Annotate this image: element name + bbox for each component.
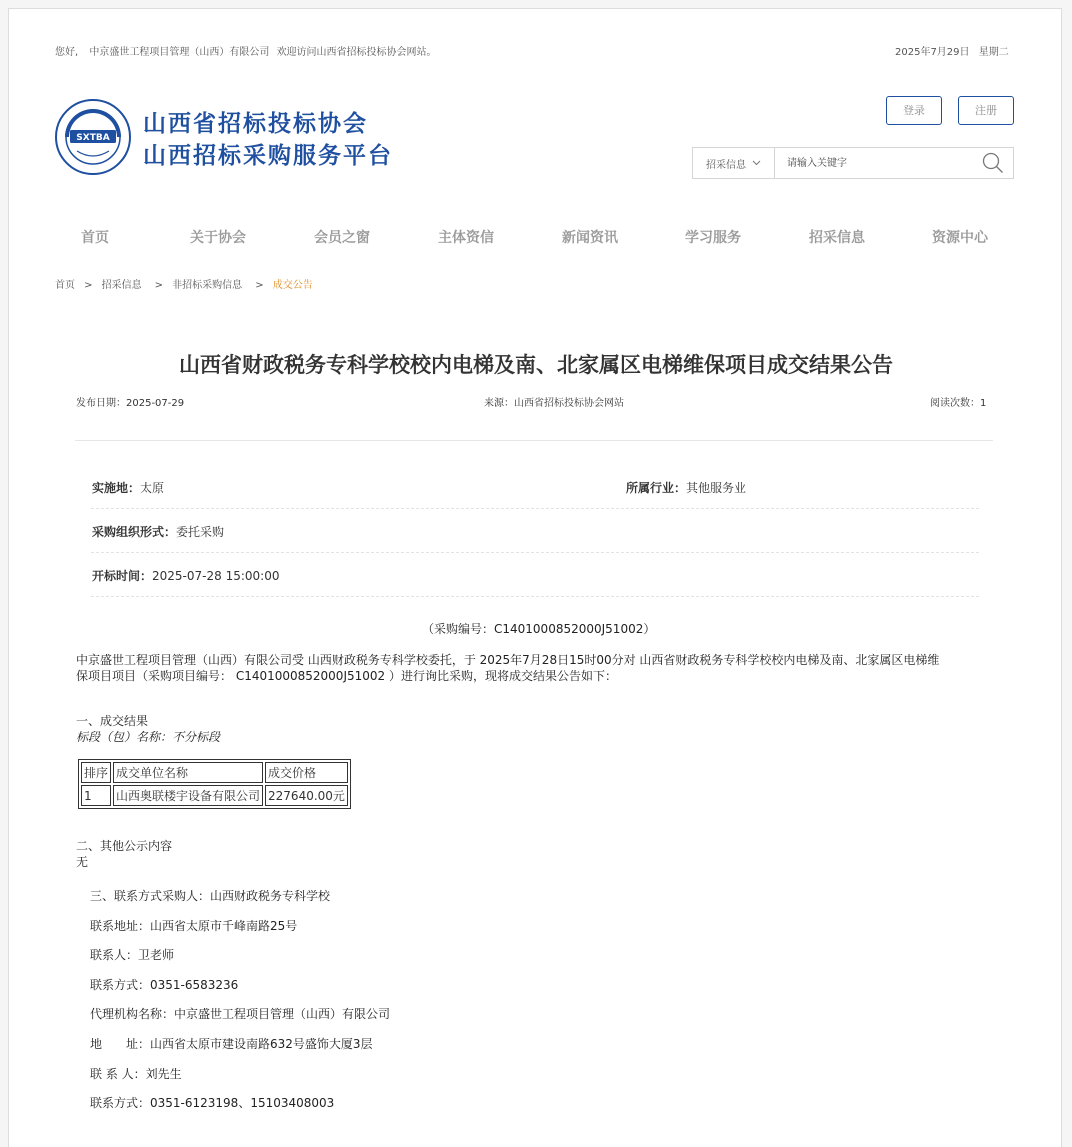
section-other-heading: 二、其他公示内容 [76, 839, 173, 853]
table-header: 排序 [81, 762, 111, 783]
search-category-label: 招采信息 [706, 159, 746, 171]
chevron-right-icon: > [84, 280, 93, 291]
procurement-number: （采购编号：C1401000852000J51002） [422, 622, 656, 636]
table-cell: 山西奥联楼宇设备有限公司 [113, 785, 263, 806]
industry-value: 其他服务业 [686, 481, 747, 495]
result-table [78, 759, 351, 809]
chevron-down-icon [752, 160, 761, 166]
table-cell: 227640.00元 [265, 785, 348, 806]
section-result-heading: 一、成交结果 [76, 714, 149, 728]
logo-title-line1[interactable]: 山西省招标投标协会 [143, 111, 368, 137]
article-source: 来源：山西省招标投标协会网站 [484, 398, 624, 409]
divider [75, 440, 993, 441]
chevron-right-icon: > [154, 280, 164, 291]
nav-home[interactable]: 首页 [81, 230, 109, 246]
logo-title-line2[interactable]: 山西招标采购服务平台 [143, 143, 393, 169]
table-header: 成交单位名称 [113, 762, 263, 783]
table-header: 成交价格 [265, 762, 348, 783]
dashed-divider [91, 552, 979, 553]
section-other-value: 无 [76, 855, 89, 869]
dashed-divider [91, 508, 979, 509]
contact-line: 联系人：卫老师 [90, 948, 175, 962]
welcome-text: 欢迎访问山西省招标投标协会网站。 [276, 47, 437, 58]
nav-about[interactable]: 关于协会 [190, 230, 246, 246]
nav-procurement[interactable]: 招采信息 [809, 230, 865, 246]
breadcrumb-non-tender[interactable]: 非招标采购信息 [172, 280, 243, 291]
emblem-icon [55, 99, 131, 175]
contact-line: 代理机构名称：中京盛世工程项目管理（山西）有限公司 [90, 1007, 391, 1021]
intro-line-1: 中京盛世工程项目管理（山西）有限公司受 山西财政税务专科学校委托，于 2025年7月28日15时00分对 山西省财政税务专科学校校内电梯及南、北家属区电梯维 [76, 653, 940, 667]
search-button[interactable] [973, 148, 1013, 178]
org-label: 采购组织形式： [92, 525, 177, 539]
location-value: 太原 [140, 481, 165, 495]
table-row [81, 785, 348, 806]
nav-members[interactable]: 会员之窗 [314, 230, 370, 246]
page [8, 8, 1062, 1147]
topbar-date [895, 43, 1009, 58]
register-button[interactable]: 注册 [958, 96, 1014, 125]
location-label: 实施地： [92, 481, 141, 495]
chevron-right-icon: > [255, 280, 264, 291]
date-text: 2025年7月29日 [895, 47, 970, 58]
publish-date: 发布日期：2025-07-29 [76, 398, 185, 409]
article-title: 山西省财政税务专科学校校内电梯及南、北家属区电梯维保项目成交结果公告 [179, 353, 893, 377]
open-value: 2025-07-28 15:00:00 [152, 569, 280, 583]
logo-emblem[interactable] [55, 99, 131, 175]
contact-line: 联系方式：0351-6123198、15103408003 [90, 1096, 335, 1110]
industry-label: 所属行业： [626, 481, 687, 495]
weekday-text: 星期二 [978, 47, 1009, 58]
open-label: 开标时间： [92, 569, 153, 583]
breadcrumb-home[interactable]: 首页 [55, 280, 75, 291]
table-cell: 1 [81, 785, 111, 806]
table-header-row [81, 762, 348, 783]
contact-line: 联系地址：山西省太原市千峰南路25号 [90, 919, 298, 933]
info-location [92, 479, 164, 496]
section-result-subheading: 标段（包）名称：不分标段 [76, 730, 221, 744]
info-org-form [92, 523, 224, 540]
user-company[interactable]: 中京盛世工程项目管理（山西）有限公司 [89, 47, 270, 58]
topbar-greeting [55, 43, 437, 58]
search-input[interactable] [775, 148, 973, 178]
breadcrumb-current: 成交公告 [272, 280, 313, 291]
read-count: 阅读次数：1 [930, 398, 987, 409]
search-bar [692, 147, 1014, 179]
login-button[interactable]: 登录 [886, 96, 942, 125]
nav-learning[interactable]: 学习服务 [685, 230, 741, 246]
org-value: 委托采购 [176, 525, 225, 539]
dashed-divider [91, 596, 979, 597]
nav-news[interactable]: 新闻资讯 [562, 230, 618, 246]
emblem-text: SXTBA [76, 133, 110, 143]
contact-line: 三、联系方式采购人：山西财政税务专科学校 [90, 889, 331, 903]
nav-resources[interactable]: 资源中心 [932, 230, 988, 246]
intro-line-2: 保项目项目（采购项目编号： C1401000852000J51002 ）进行询比采购，现将成交结果公告如下： [76, 669, 617, 683]
nav-credit[interactable]: 主体资信 [438, 230, 494, 246]
contact-line: 联系方式：0351-6583236 [90, 978, 239, 992]
info-industry [626, 479, 746, 496]
breadcrumb [55, 273, 313, 292]
greeting-text: 您好, [55, 47, 79, 58]
search-icon [982, 152, 1004, 174]
breadcrumb-procurement[interactable]: 招采信息 [101, 280, 142, 291]
contact-line: 联 系 人：刘先生 [90, 1067, 182, 1081]
search-category-select[interactable] [693, 148, 775, 178]
contact-line: 地 址：山西省太原市建设南路632号盛饰大厦3层 [90, 1037, 373, 1051]
info-open-time [92, 567, 279, 584]
